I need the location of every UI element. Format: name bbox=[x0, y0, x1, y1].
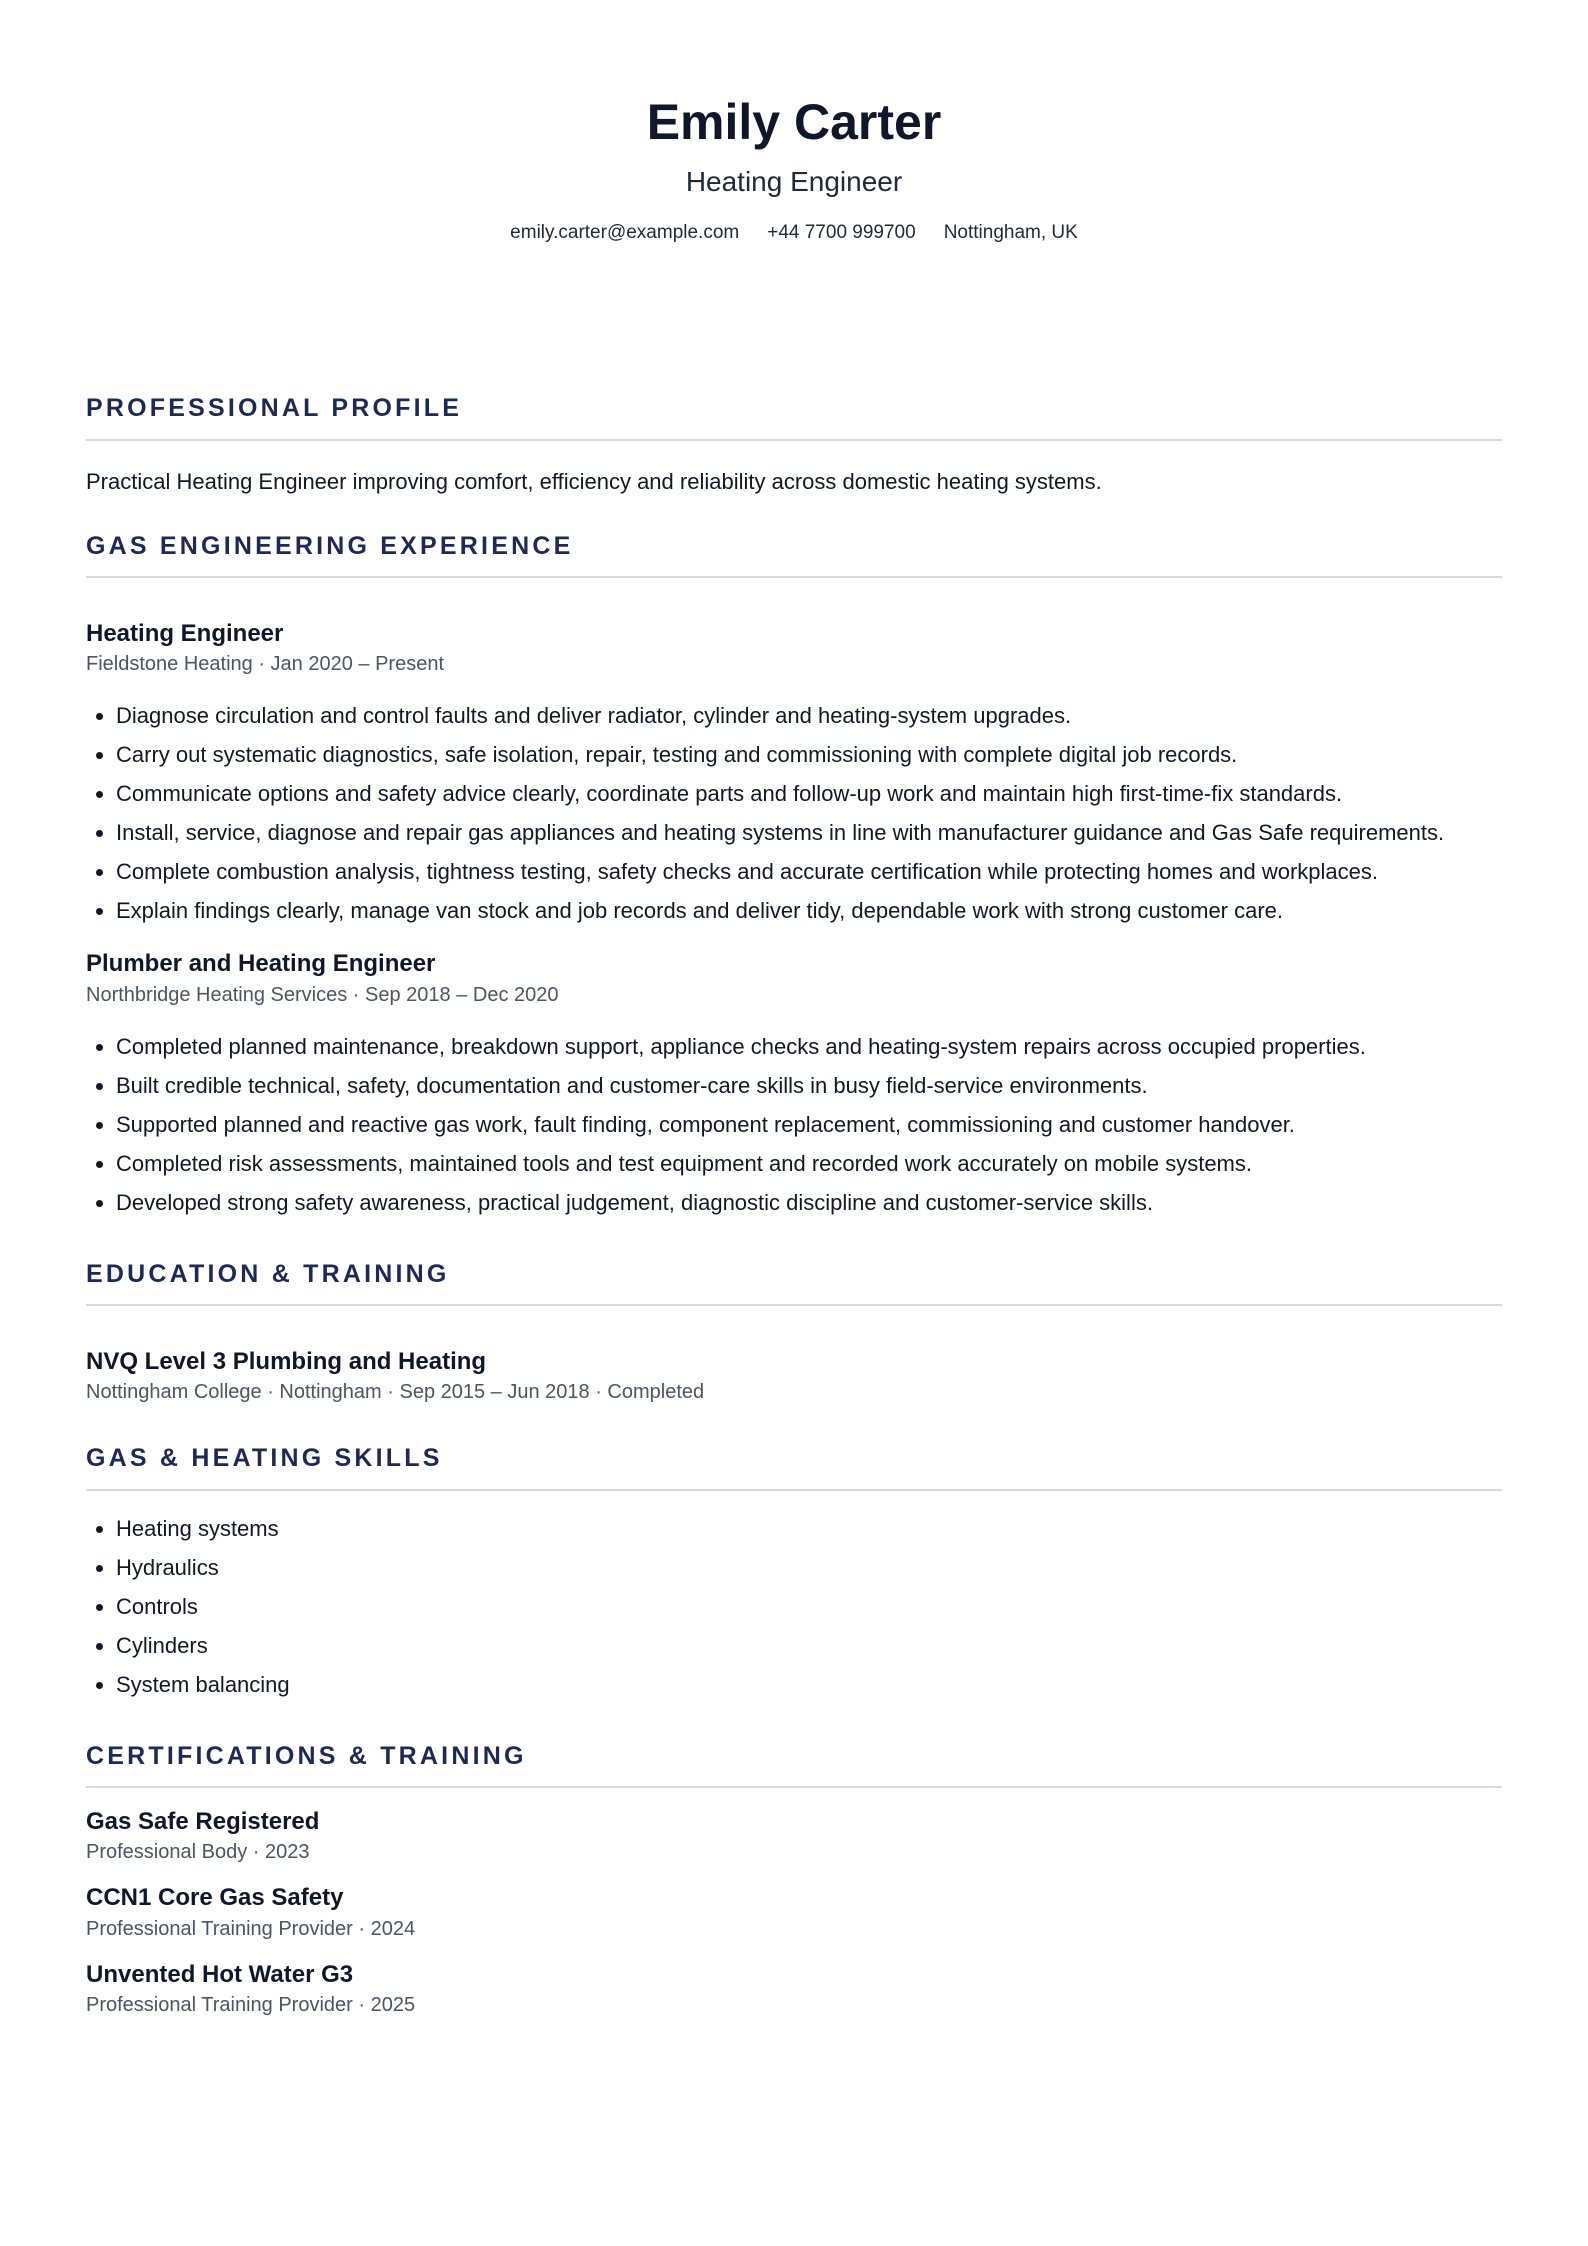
resume-header bbox=[86, 0, 1502, 244]
certification-entry bbox=[86, 1882, 1502, 1942]
certification-title: Unvented Hot Water G3 bbox=[86, 1960, 354, 1988]
education-meta: Nottingham College · Nottingham · Sep 2015 – Jun 2018 · Completed bbox=[86, 1381, 705, 1404]
section-skills bbox=[86, 1442, 1502, 1704]
section-education bbox=[86, 1258, 1502, 1407]
job-title: Heating Engineer bbox=[86, 620, 284, 648]
job-title: Plumber and Heating Engineer bbox=[86, 950, 436, 978]
certification-entry bbox=[86, 1806, 1502, 1866]
certification-meta: Professional Body · 2023 bbox=[86, 1841, 310, 1864]
section-profile bbox=[86, 392, 1502, 497]
certification-title: CCN1 Core Gas Safety bbox=[86, 1884, 344, 1912]
section-heading: EDUCATION & TRAINING bbox=[86, 1258, 1502, 1307]
skill-item: • Cylinders bbox=[116, 1626, 1502, 1665]
education-entry bbox=[86, 1346, 1502, 1406]
list-item: • Completed planned maintenance, breakdown support, appliance checks and heating-system repairs across occupied properties. bbox=[116, 1027, 1502, 1066]
contact-phone[interactable]: +44 7700 999700 bbox=[767, 222, 916, 244]
job-bullets bbox=[86, 696, 1502, 930]
list-item: • Developed strong safety awareness, practical judgement, diagnostic discipline and customer-service skills. bbox=[116, 1183, 1502, 1222]
contact-location: Nottingham, UK bbox=[943, 222, 1078, 244]
certification-list bbox=[86, 1806, 1502, 2019]
list-item: • Diagnose circulation and control faults and deliver radiator, cylinder and heating-system upgrades. bbox=[116, 696, 1502, 735]
job-entry bbox=[86, 618, 1502, 930]
list-item: • Complete combustion analysis, tightness testing, safety checks and accurate certification while protecting homes and workplaces. bbox=[116, 852, 1502, 891]
education-title: NVQ Level 3 Plumbing and Heating bbox=[86, 1348, 487, 1376]
job-bullets bbox=[86, 1027, 1502, 1222]
certification-entry bbox=[86, 1959, 1502, 2019]
candidate-name: Emily Carter bbox=[646, 94, 942, 150]
skills-list bbox=[86, 1509, 1502, 1704]
list-item: • Explain findings clearly, manage van stock and job records and deliver tidy, dependable work with strong customer care. bbox=[116, 891, 1502, 930]
list-item: • Install, service, diagnose and repair gas appliances and heating systems in line with manufacturer guidance and Gas Safe requirements. bbox=[116, 813, 1502, 852]
skill-item: • System balancing bbox=[116, 1665, 1502, 1704]
candidate-title: Heating Engineer bbox=[685, 166, 903, 197]
job-meta: Fieldstone Heating · Jan 2020 – Present bbox=[86, 653, 444, 676]
section-heading: CERTIFICATIONS & TRAINING bbox=[86, 1740, 1502, 1789]
certification-meta: Professional Training Provider · 2025 bbox=[86, 1993, 416, 2016]
job-meta: Northbridge Heating Services · Sep 2018 – Dec 2020 bbox=[86, 983, 559, 1006]
section-heading: PROFESSIONAL PROFILE bbox=[86, 392, 1502, 441]
contact-email[interactable]: emily.carter@example.com bbox=[510, 222, 740, 244]
list-item: • Carry out systematic diagnostics, safe isolation, repair, testing and commissioning with complete digital job records. bbox=[116, 735, 1502, 774]
list-item: • Completed risk assessments, maintained tools and test equipment and recorded work accurately on mobile systems. bbox=[116, 1144, 1502, 1183]
contact-line bbox=[86, 222, 1502, 244]
skill-item: • Heating systems bbox=[116, 1509, 1502, 1548]
skill-item: • Controls bbox=[116, 1587, 1502, 1626]
list-item: • Communicate options and safety advice clearly, coordinate parts and follow-up work and maintain high first-time-fix standards. bbox=[116, 774, 1502, 813]
list-item: • Built credible technical, safety, documentation and customer-care skills in busy field-service environments. bbox=[116, 1066, 1502, 1105]
profile-summary: Practical Heating Engineer improving comfort, efficiency and reliability across domestic heating systems. bbox=[86, 468, 1102, 494]
skill-item: • Hydraulics bbox=[116, 1548, 1502, 1587]
list-item: • Supported planned and reactive gas work, fault finding, component replacement, commissioning and customer handover. bbox=[116, 1105, 1502, 1144]
section-heading: GAS ENGINEERING EXPERIENCE bbox=[86, 530, 1502, 579]
certification-title: Gas Safe Registered bbox=[86, 1808, 320, 1836]
section-heading: GAS & HEATING SKILLS bbox=[86, 1442, 1502, 1491]
certification-meta: Professional Training Provider · 2024 bbox=[86, 1917, 416, 1940]
job-entry bbox=[86, 948, 1502, 1221]
section-experience bbox=[86, 530, 1502, 1222]
section-certifications bbox=[86, 1740, 1502, 2019]
